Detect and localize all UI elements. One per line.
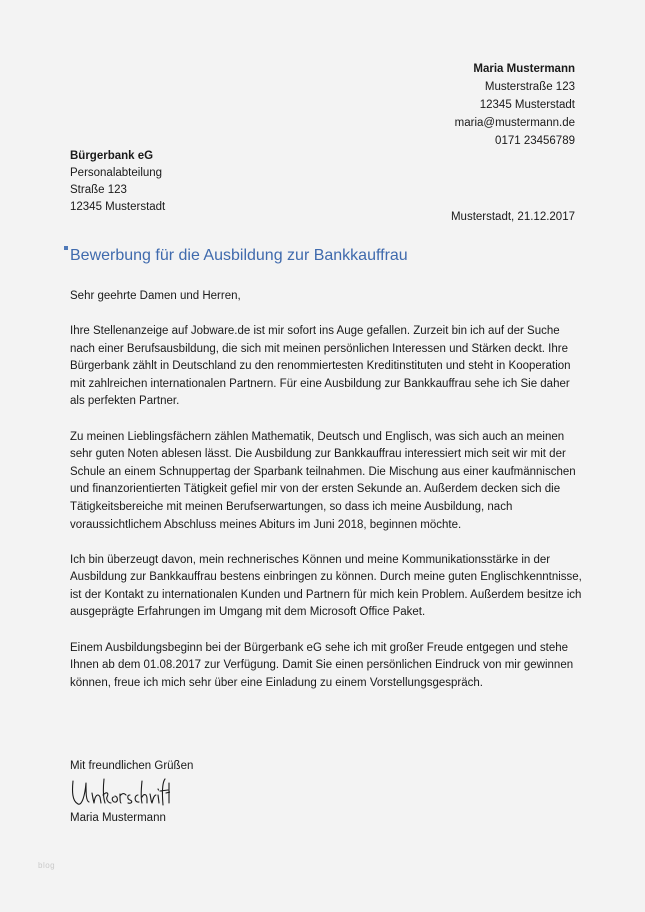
recipient-city: 12345 Musterstadt (70, 201, 166, 213)
closing: Mit freundlichen Grüßen (70, 760, 194, 772)
salutation: Sehr geehrte Damen und Herren, (70, 290, 241, 302)
sender-name: Maria Mustermann (473, 63, 575, 75)
paragraph-4: Einem Ausbildungsbeginn bei der Bürgerbank eG sehe ich mit großer Freude entgegen und stehe Ihnen ab dem 01.08.2017 zur Verfügung. Damit Sie einen persönlichen Eindruck von mir gewinnen können, freue ich mich sehr über eine Einladung zu einem Vorstellungsgespräch. (70, 641, 574, 689)
watermark: blog (38, 861, 56, 870)
letter-body (70, 288, 582, 710)
signer-name: Maria Mustermann (70, 812, 166, 824)
recipient-company: Bürgerbank eG (70, 150, 154, 162)
subject-marker (64, 246, 68, 250)
handwritten-signature (70, 775, 170, 811)
recipient-block (70, 148, 165, 216)
sender-city: 12345 Musterstadt (479, 99, 575, 111)
sender-email: maria@mustermann.de (454, 117, 575, 129)
letter-date: Musterstadt, 21.12.2017 (450, 211, 575, 223)
paragraph-2: Zu meinen Lieblingsfächern zählen Mathematik, Deutsch und Englisch, was sich auch an meinen sehr guten Noten ablesen lässt. Die Ausbildung zur Bankkauffrau interessiert mich seit wir mit der Schule an einem Schnuppertag der Sparbank teilnahmen. Die Mischung aus einer kaufmännischen und finanzorientierten Tätigkeit gefiel mir von der ersten Sekunde an. Außerdem decken sich die Tätigkeitsbereiche mit meinen Berufserwartungen, so dass ich meine Ausbildung, nach voraussichtlichem Abschluss meines Abiturs im Juni 2018, beginnen möchte. (70, 430, 576, 531)
recipient-street: Straße 123 (70, 184, 127, 196)
recipient-department: Personalabteilung (70, 167, 163, 179)
paragraph-1: Ihre Stellenanzeige auf Jobware.de ist mir sofort ins Auge gefallen. Zurzeit bin ich auf der Suche nach einer Berufsausbildung, die sich mit meinen persönlichen Interessen und Stärken deckt. Ihre Bürgerbank zählt in Deutschland zu den renommiertesten Kreditinstituten und steht in Kooperation mit zahlreichen internationalen Partnern. Für eine Ausbildung zur Bankkauffrau sehe ich Sie daher als perfekten Partner. (70, 325, 571, 408)
sender-phone: 0171 23456789 (495, 135, 575, 147)
paragraph-3: Ich bin überzeugt davon, mein rechnerisches Können und meine Kommunikationsstärke in der Ausbildung zur Bankkauffrau bestens einbringen zu können. Durch meine guten Englischkenntnisse, ist der Kontakt zu internationalen Kunden und Partnern für mich kein Problem. Außerdem besitze ich ausgeprägte Erfahrungen im Umgang mit dem Microsoft Office Paket. (70, 553, 582, 619)
sender-block (455, 60, 575, 150)
letter-subject: Bewerbung für die Ausbildung zur Bankkauffrau (70, 247, 408, 264)
sender-street: Musterstraße 123 (484, 81, 575, 93)
